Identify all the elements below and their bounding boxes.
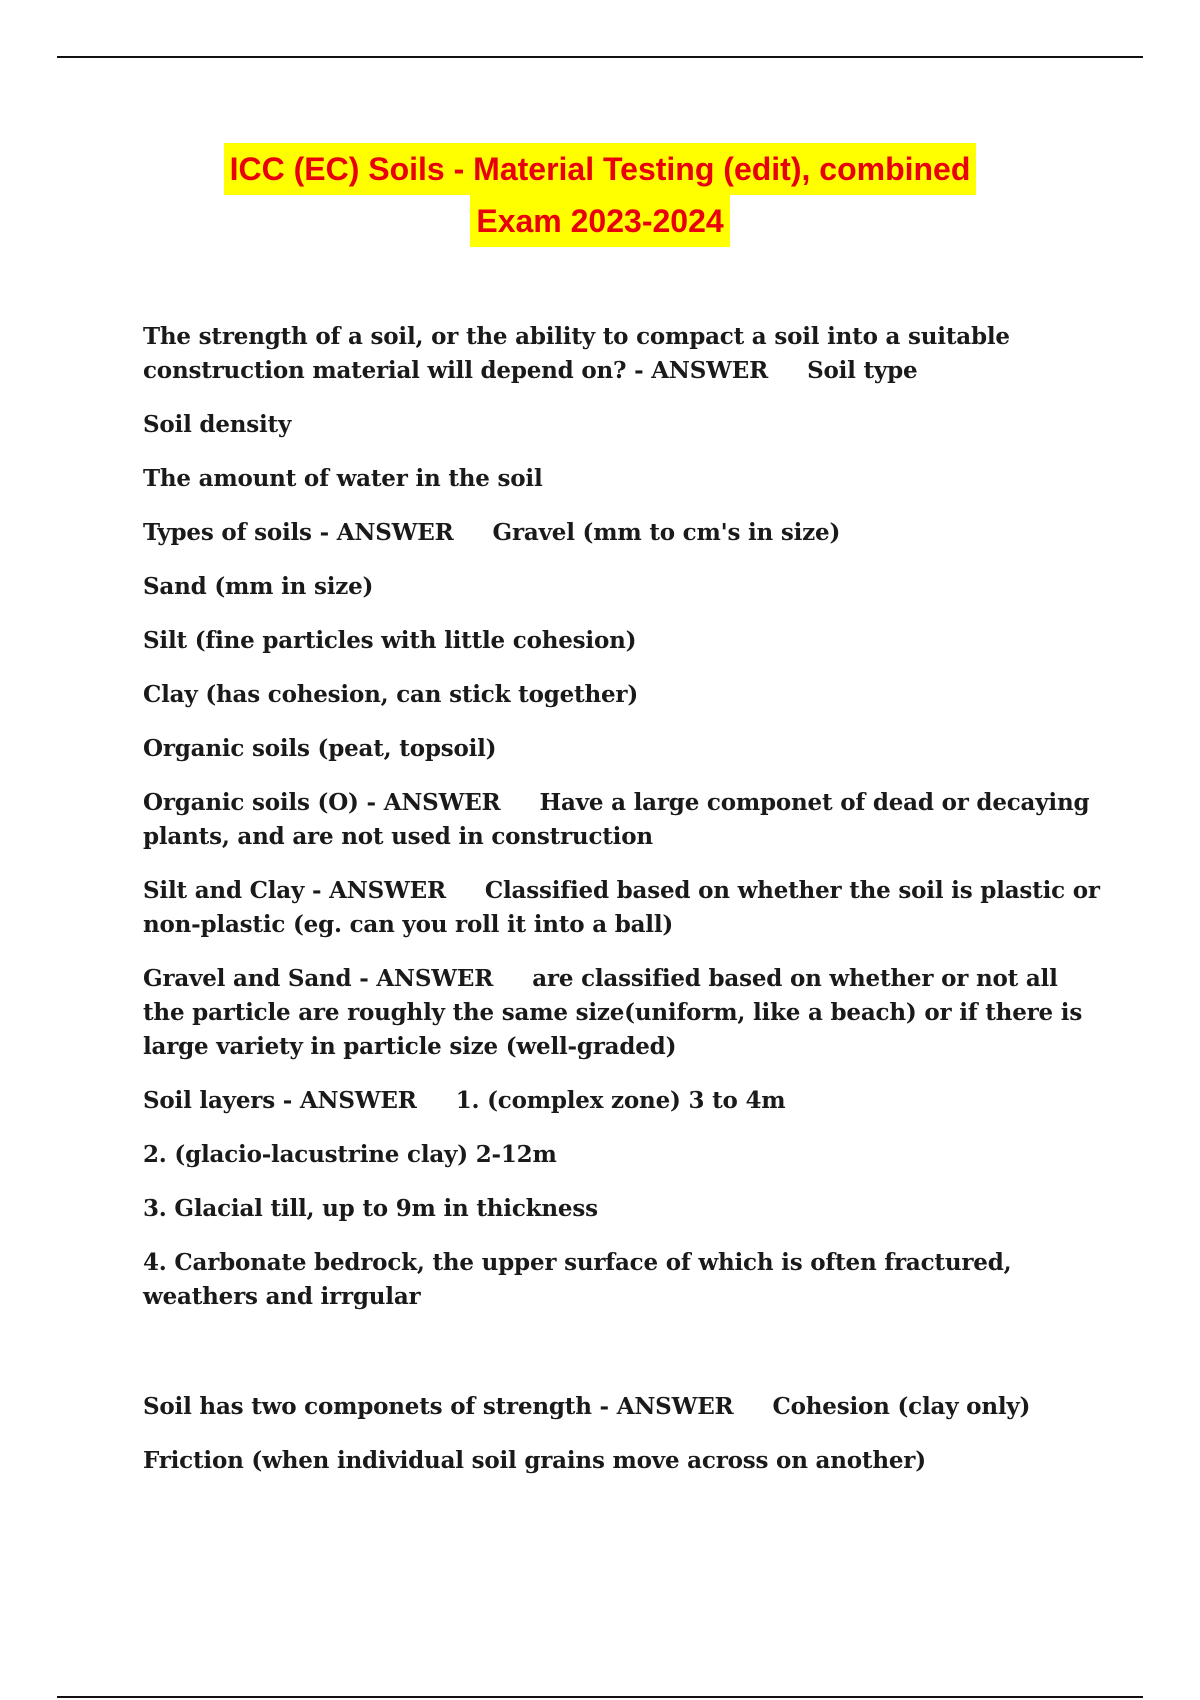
bottom-rule xyxy=(57,1696,1143,1698)
qa-paragraph xyxy=(143,786,1103,854)
answer-text: 1. (complex zone) 3 to 4m xyxy=(455,1087,786,1114)
title-line-1: ICC (EC) Soils - Material Testing (edit), combined xyxy=(224,143,977,195)
question-text: Gravel and Sand - ANSWER xyxy=(143,965,494,992)
question-text: The strength of a soil, or the ability to compact a soil into a suitable construction material will depend on? - ANSWER xyxy=(143,323,1010,384)
text-paragraph: Clay (has cohesion, can stick together) xyxy=(143,681,638,708)
blank-space xyxy=(143,1334,1103,1390)
answer-text: Have a large componet of dead or decaying plants, and are not used in construction xyxy=(143,789,1090,850)
text-paragraph: The amount of water in the soil xyxy=(143,465,543,492)
answer-text: Classified based on whether the soil is plastic or non-plastic (eg. can you roll it into a ball) xyxy=(143,877,1100,938)
answer-text: Soil type xyxy=(807,357,918,384)
text-paragraph: Sand (mm in size) xyxy=(143,573,374,600)
answer-text: Gravel (mm to cm's in size) xyxy=(492,519,841,546)
title-line-2: Exam 2023-2024 xyxy=(470,195,729,247)
answer-text: are classified based on whether or not all the particle are roughly the same size(uniform, like a beach) or if there is large variety in particle size (well-graded) xyxy=(143,965,1083,1060)
qa-paragraph xyxy=(143,320,1103,388)
question-text: Types of soils - ANSWER xyxy=(143,519,454,546)
text-paragraph: 4. Carbonate bedrock, the upper surface of which is often fractured, weathers and irrgular xyxy=(143,1249,1012,1310)
text-paragraph: 3. Glacial till, up to 9m in thickness xyxy=(143,1195,598,1222)
qa-paragraph xyxy=(143,874,1103,942)
text-paragraph: Soil density xyxy=(143,411,292,438)
qa-paragraph xyxy=(143,962,1103,1064)
text-paragraph: Organic soils (peat, topsoil) xyxy=(143,735,497,762)
text-paragraph: 2. (glacio-lacustrine clay) 2-12m xyxy=(143,1141,557,1168)
qa-paragraph xyxy=(143,1084,1103,1118)
question-text: Organic soils (O) - ANSWER xyxy=(143,789,501,816)
text-paragraph: Friction (when individual soil grains move across on another) xyxy=(143,1447,926,1474)
answer-text: Cohesion (clay only) xyxy=(772,1393,1031,1420)
document-title xyxy=(0,143,1200,247)
question-text: Silt and Clay - ANSWER xyxy=(143,877,446,904)
question-text: Soil layers - ANSWER xyxy=(143,1087,417,1114)
qa-paragraph xyxy=(143,1390,1103,1424)
qa-paragraph xyxy=(143,516,1103,550)
document-body xyxy=(143,320,1103,1498)
top-rule xyxy=(57,56,1143,58)
question-text: Soil has two componets of strength - ANSWER xyxy=(143,1393,734,1420)
text-paragraph: Silt (fine particles with little cohesion) xyxy=(143,627,637,654)
